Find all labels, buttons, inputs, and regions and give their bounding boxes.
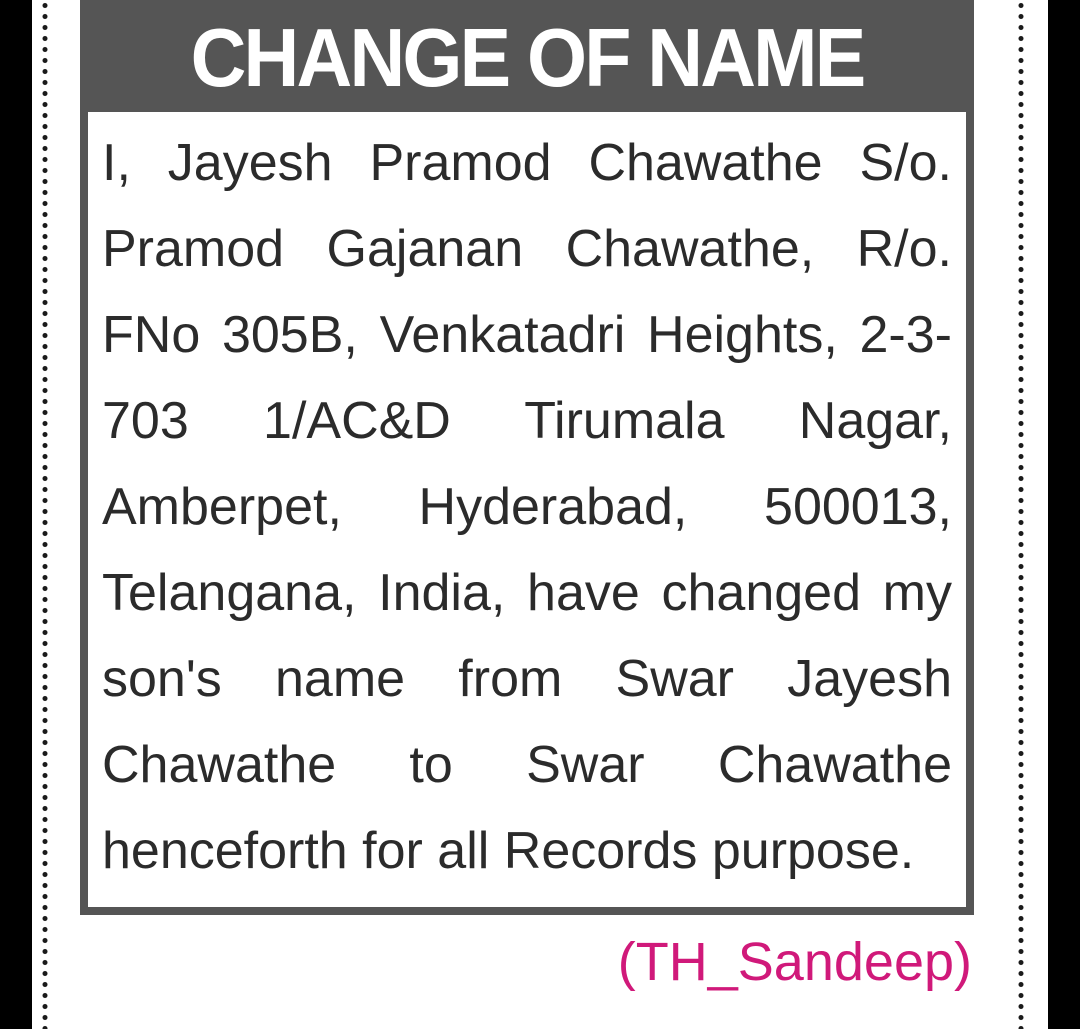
notice-line: Chawathe to Swar Chawathe bbox=[102, 736, 952, 794]
notice-line: I, Jayesh Pramod Chawathe S/o. bbox=[102, 134, 952, 192]
notice-line: 703 1/AC&D Tirumala Nagar, bbox=[102, 392, 952, 450]
newspaper-clipping bbox=[32, 0, 1048, 1029]
signature-credit: (TH_Sandeep) bbox=[617, 932, 972, 992]
dotted-border-left bbox=[40, 0, 50, 1029]
notice-line: son's name from Swar Jayesh bbox=[102, 650, 952, 708]
dotted-border-right bbox=[1016, 0, 1026, 1029]
notice-line: Pramod Gajanan Chawathe, R/o. bbox=[102, 220, 952, 278]
notice-line: henceforth for all Records purpose. bbox=[102, 822, 915, 880]
name-change-notice bbox=[80, 0, 974, 915]
notice-title: CHANGE OF NAME bbox=[190, 11, 864, 104]
notice-line: FNo 305B, Venkatadri Heights, 2-3- bbox=[102, 306, 952, 364]
notice-line: Telangana, India, have changed my bbox=[102, 564, 952, 622]
notice-line: Amberpet, Hyderabad, 500013, bbox=[102, 478, 952, 536]
notice-body bbox=[88, 112, 966, 907]
